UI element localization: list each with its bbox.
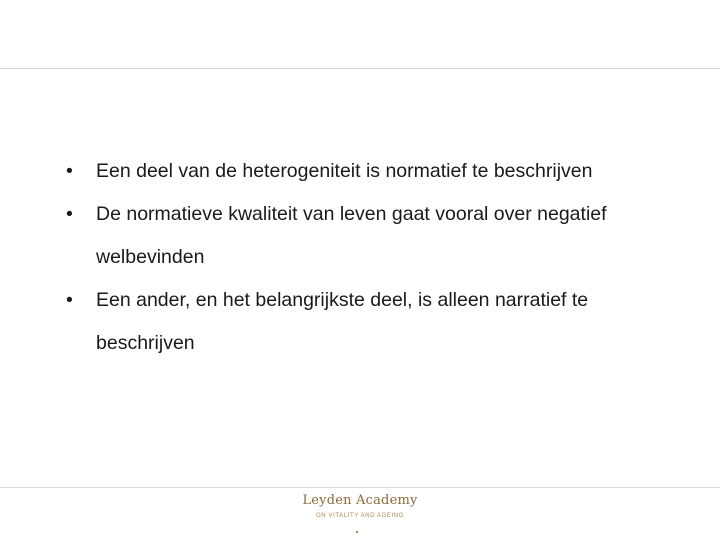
leyden-academy-logo — [300, 492, 420, 521]
bullet-item — [66, 150, 666, 193]
header-divider — [0, 68, 720, 69]
bullet-text: Een ander, en het belangrijkste deel, is alleen narratief te beschrijven — [96, 289, 589, 354]
logo-dot — [356, 531, 358, 533]
bullet-item — [66, 193, 666, 279]
footer-divider — [0, 487, 720, 488]
bullet-text: Een deel van de heterogeniteit is normatief te beschrijven — [96, 160, 593, 182]
logo-tagline: ON VITALITY AND AGEING — [316, 513, 404, 519]
bullet-text: De normatieve kwaliteit van leven gaat vooral over negatief welbevinden — [96, 203, 607, 268]
bullet-marker: • — [66, 160, 73, 182]
bullet-list — [66, 150, 666, 365]
logo-name: Leyden Academy — [302, 493, 418, 508]
bullet-marker: • — [66, 203, 73, 225]
bullet-item — [66, 279, 666, 365]
bullet-marker: • — [66, 289, 73, 311]
